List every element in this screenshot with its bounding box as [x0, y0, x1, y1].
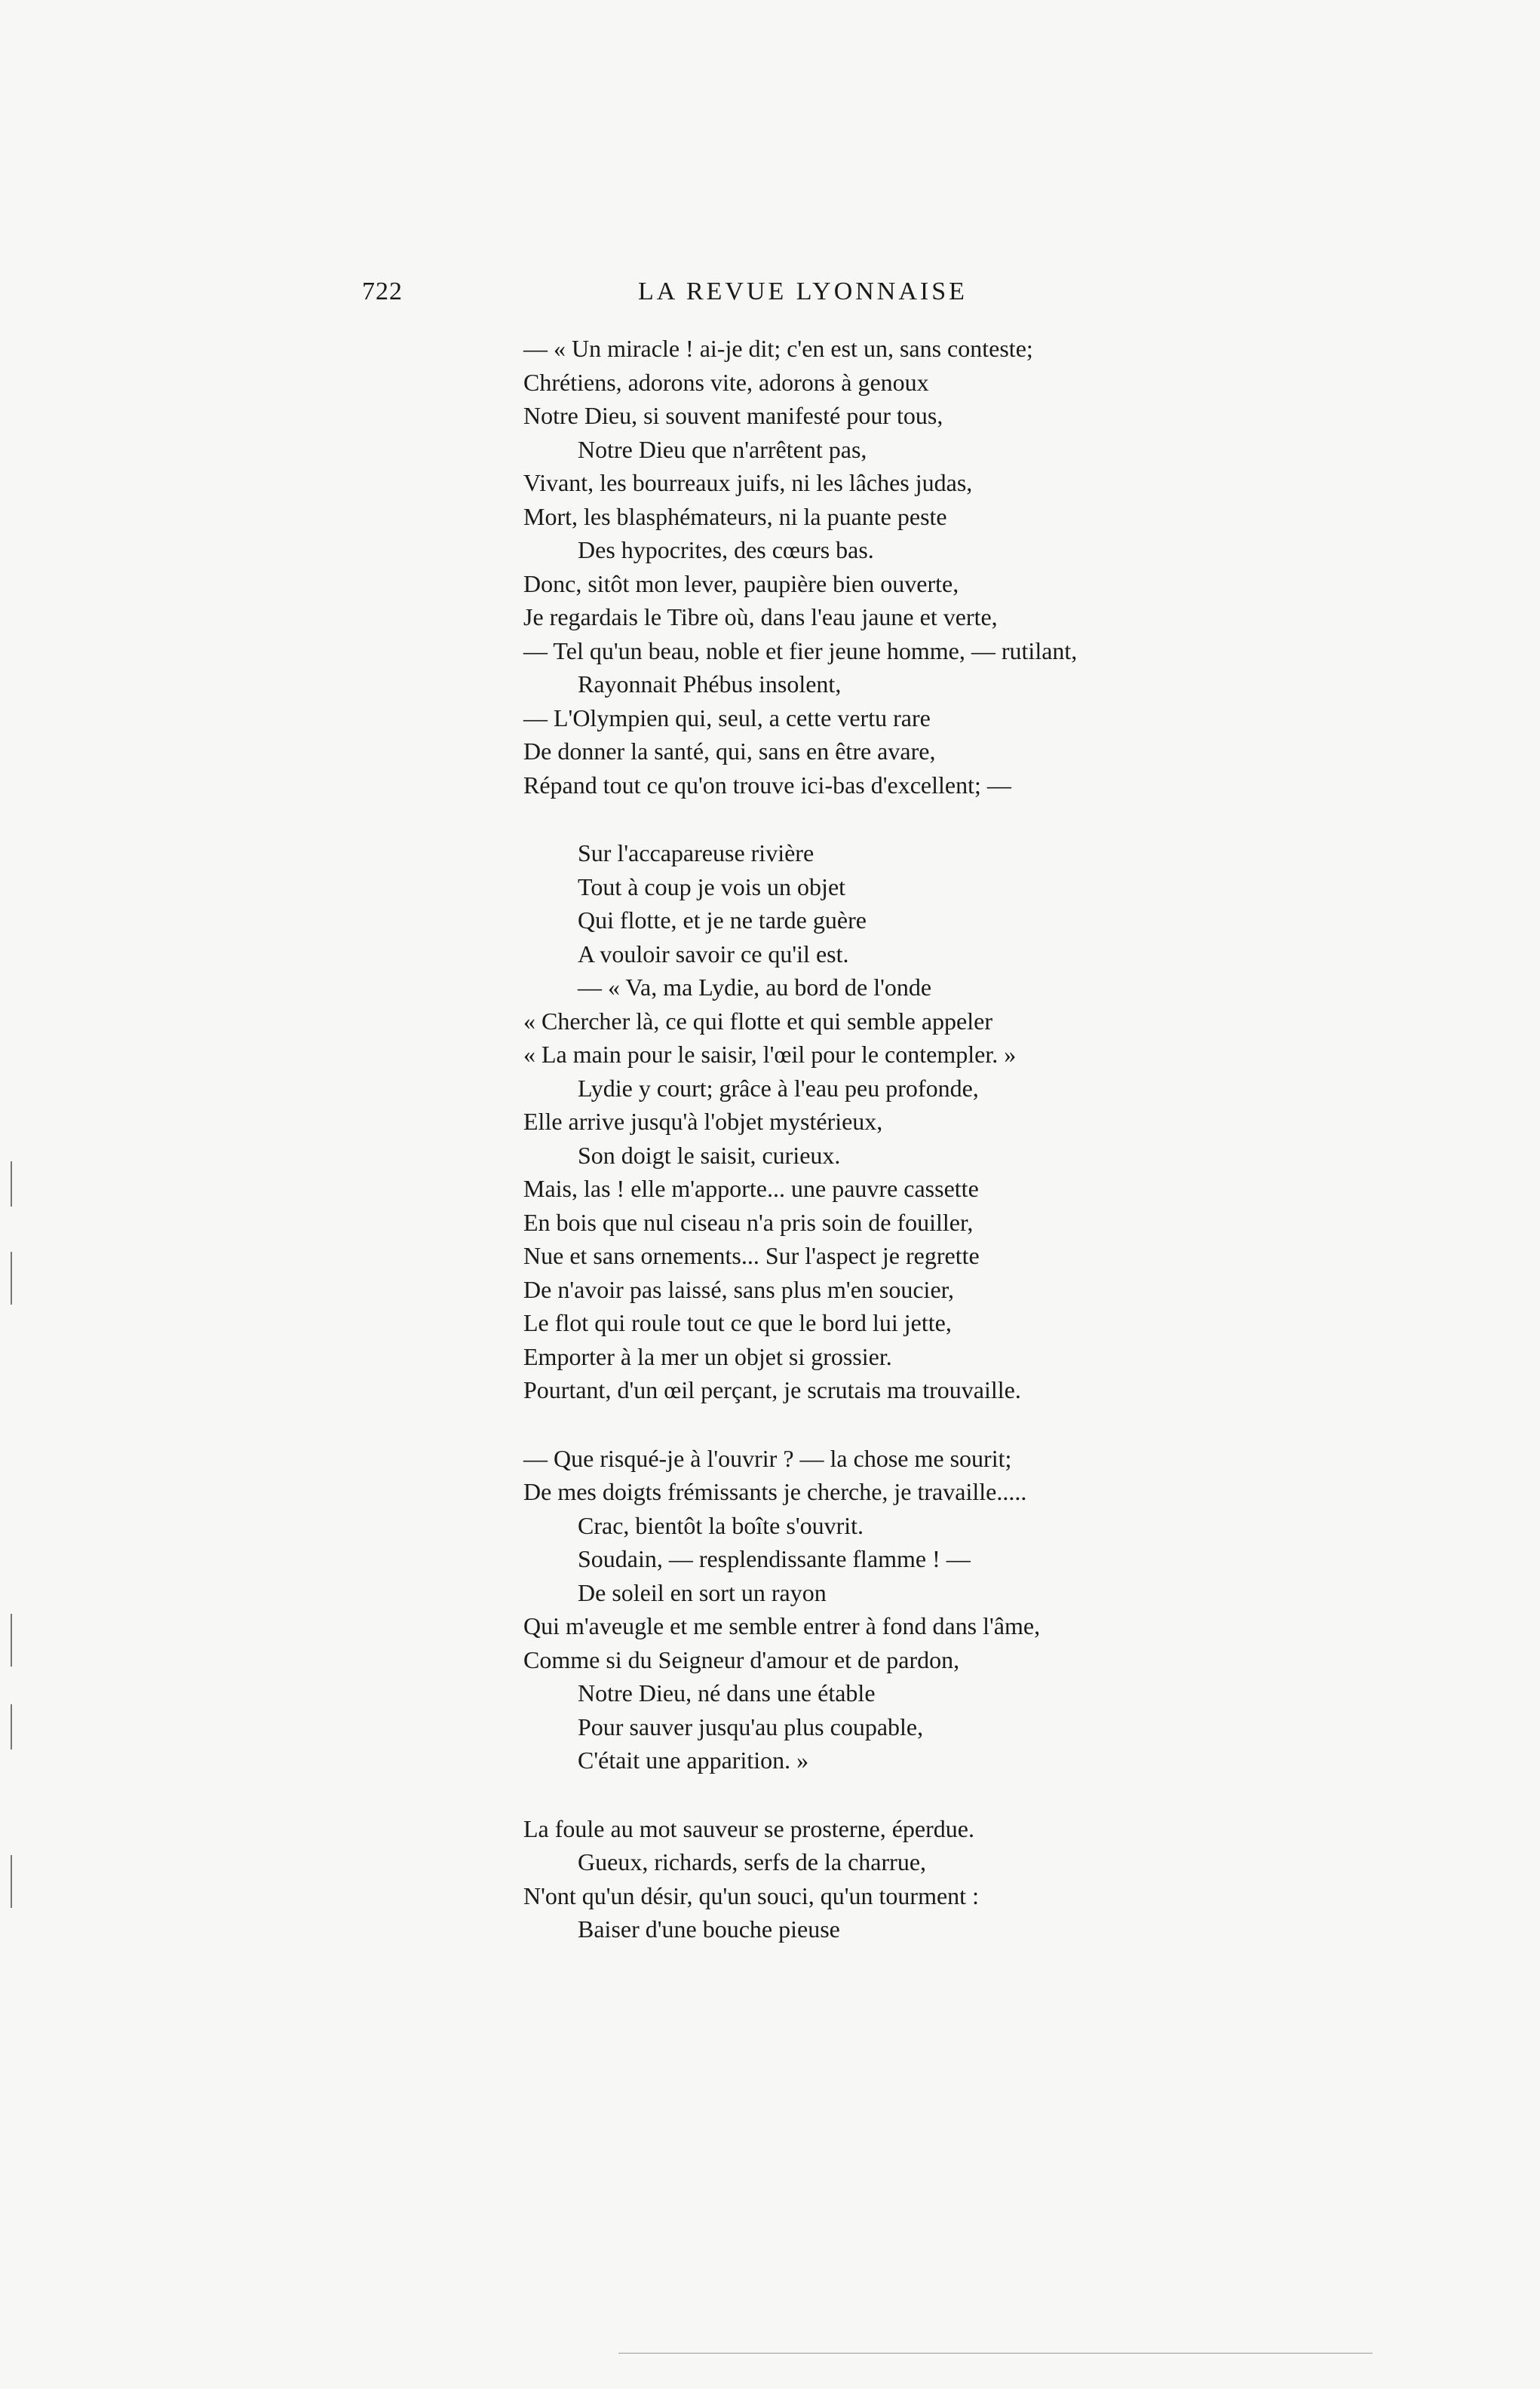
- verse-line: Nue et sans ornements... Sur l'aspect je regrette: [523, 1242, 980, 1269]
- verse-line: C'était une apparition. »: [578, 1747, 809, 1774]
- verse-line: Pour sauver jusqu'au plus coupable,: [578, 1713, 924, 1740]
- verse-line: Son doigt le saisit, curieux.: [578, 1141, 841, 1169]
- verse-line: De mes doigts frémissants je cherche, je travaille.....: [523, 1478, 1027, 1505]
- verse-line: Mort, les blasphémateurs, ni la puante peste: [523, 502, 947, 530]
- poem-body: [523, 332, 1504, 1981]
- scan-edge-mark: [11, 1704, 12, 1750]
- verse-line: Rayonnait Phébus insolent,: [578, 670, 842, 698]
- verse-line: « Chercher là, ce qui flotte et qui semble appeler: [523, 1007, 992, 1035]
- verse-line: Qui m'aveugle et me semble entrer à fond dans l'âme,: [523, 1612, 1041, 1639]
- verse-line: Le flot qui roule tout ce que le bord lui jette,: [523, 1309, 952, 1336]
- verse-line: Répand tout ce qu'on trouve ici-bas d'excellent; —: [523, 771, 1011, 799]
- verse-line: Notre Dieu que n'arrêtent pas,: [578, 435, 867, 463]
- verse-line: Chrétiens, adorons vite, adorons à genoux: [523, 368, 929, 396]
- verse-line: Donc, sitôt mon lever, paupière bien ouverte,: [523, 569, 959, 597]
- verse-line: Sur l'accapareuse rivière: [578, 839, 814, 866]
- verse-line: Qui flotte, et je ne tarde guère: [578, 906, 867, 934]
- stanza: [523, 1812, 1504, 1946]
- verse-line: Baiser d'une bouche pieuse: [578, 1915, 840, 1943]
- verse-line: Mais, las ! elle m'apporte... une pauvre cassette: [523, 1175, 979, 1202]
- verse-line: — « Va, ma Lydie, au bord de l'onde: [578, 974, 932, 1001]
- verse-line: N'ont qu'un désir, qu'un souci, qu'un tourment :: [523, 1881, 979, 1909]
- verse-line: Tout à coup je vois un objet: [578, 872, 846, 900]
- verse-line: — Que risqué-je à l'ouvrir ? — la chose me sourit;: [523, 1444, 1012, 1472]
- running-title: LA REVUE LYONNAISE: [638, 278, 968, 305]
- verse-line: Lydie y court; grâce à l'eau peu profonde,: [578, 1074, 979, 1102]
- verse-line: — L'Olympien qui, seul, a cette vertu rare: [523, 704, 931, 731]
- verse-line: Gueux, richards, serfs de la charrue,: [578, 1848, 927, 1875]
- verse-line: De n'avoir pas laissé, sans plus m'en soucier,: [523, 1275, 955, 1303]
- verse-line: La foule au mot sauveur se prosterne, éperdue.: [523, 1814, 974, 1842]
- verse-line: Soudain, — resplendissante flamme ! —: [578, 1545, 971, 1572]
- scan-edge-mark: [11, 1252, 12, 1305]
- stanza: [523, 332, 1504, 802]
- verse-line: Pourtant, d'un œil perçant, je scrutais ma trouvaille.: [523, 1376, 1021, 1403]
- verse-line: A vouloir savoir ce qu'il est.: [578, 940, 849, 968]
- verse-line: Je regardais le Tibre où, dans l'eau jaune et verte,: [523, 603, 998, 630]
- verse-line: Des hypocrites, des cœurs bas.: [578, 536, 874, 563]
- verse-line: « La main pour le saisir, l'œil pour le contempler. »: [523, 1041, 1017, 1068]
- stanza: [523, 1442, 1504, 1777]
- verse-line: De soleil en sort un rayon: [578, 1578, 827, 1606]
- verse-line: — Tel qu'un beau, noble et fier jeune homme, — rutilant,: [523, 636, 1078, 664]
- stanza: [523, 836, 1504, 1407]
- bottom-rule: [618, 2353, 1373, 2354]
- verse-line: Elle arrive jusqu'à l'objet mystérieux,: [523, 1108, 883, 1135]
- scan-edge-mark: [11, 1855, 12, 1908]
- verse-line: — « Un miracle ! ai-je dit; c'en est un, sans conteste;: [523, 335, 1033, 362]
- scan-edge-mark: [11, 1614, 12, 1667]
- verse-line: Crac, bientôt la boîte s'ouvrit.: [578, 1511, 864, 1539]
- scan-edge-mark: [11, 1161, 12, 1207]
- verse-line: Comme si du Seigneur d'amour et de pardon,: [523, 1645, 960, 1673]
- verse-line: Emporter à la mer un objet si grossier.: [523, 1342, 892, 1370]
- verse-line: De donner la santé, qui, sans en être avare,: [523, 738, 936, 765]
- verse-line: En bois que nul ciseau n'a pris soin de fouiller,: [523, 1208, 974, 1236]
- verse-line: Notre Dieu, si souvent manifesté pour tous,: [523, 402, 943, 429]
- verse-line: Notre Dieu, né dans une étable: [578, 1679, 876, 1707]
- verse-line: Vivant, les bourreaux juifs, ni les lâches judas,: [523, 469, 973, 496]
- page-number: 722: [362, 278, 403, 305]
